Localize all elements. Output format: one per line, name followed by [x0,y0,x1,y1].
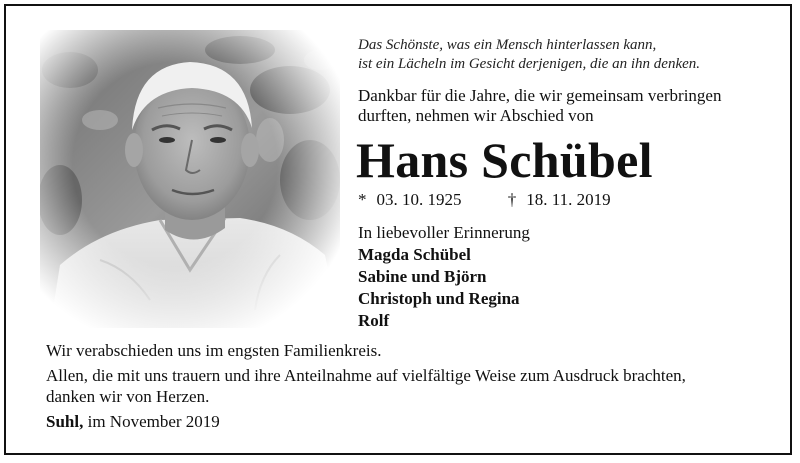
place-date: im November 2019 [87,412,220,431]
intro-line: durften, nehmen wir Abschied von [358,106,594,125]
memorial-quote [358,36,700,74]
intro-text [358,86,721,126]
quote-line: ist ein Lächeln im Gesicht derjenigen, die an ihn denken. [358,56,701,72]
death-cross-symbol: † [507,190,517,209]
closing-text [46,340,766,407]
closing-line: Allen, die mit uns trauern und ihre Anteilnahme auf vielfältige Weise zum Ausdruck brachten, [46,366,686,385]
death-date: 18. 11. 2019 [526,190,611,209]
remembrance-lead: In liebevoller Erinnerung [358,223,530,242]
mourner-name: Rolf [358,311,390,330]
intro-line: Dankbar für die Jahre, die wir gemeinsam verbringen [358,86,722,105]
closing-line: Wir verabschieden uns im engsten Familienkreis. [46,341,382,360]
birth-symbol: * [358,190,367,209]
closing-line: danken wir von Herzen. [46,387,210,406]
death-date-group [508,190,611,210]
quote-line: Das Schönste, was ein Mensch hinterlassen kann, [358,37,657,53]
deceased-name: Hans Schübel [356,132,653,188]
life-dates [358,190,611,210]
mourner-name: Sabine und Björn [358,267,487,286]
birth-date: 03. 10. 1925 [376,190,462,209]
mourner-name: Magda Schübel [358,245,471,264]
mourner-name: Christoph und Regina [358,289,520,308]
place-and-date [46,411,220,432]
mourners-block [358,222,530,332]
portrait-photo [40,30,340,328]
birth-date-group [358,190,462,210]
place-city: Suhl, [46,412,84,431]
